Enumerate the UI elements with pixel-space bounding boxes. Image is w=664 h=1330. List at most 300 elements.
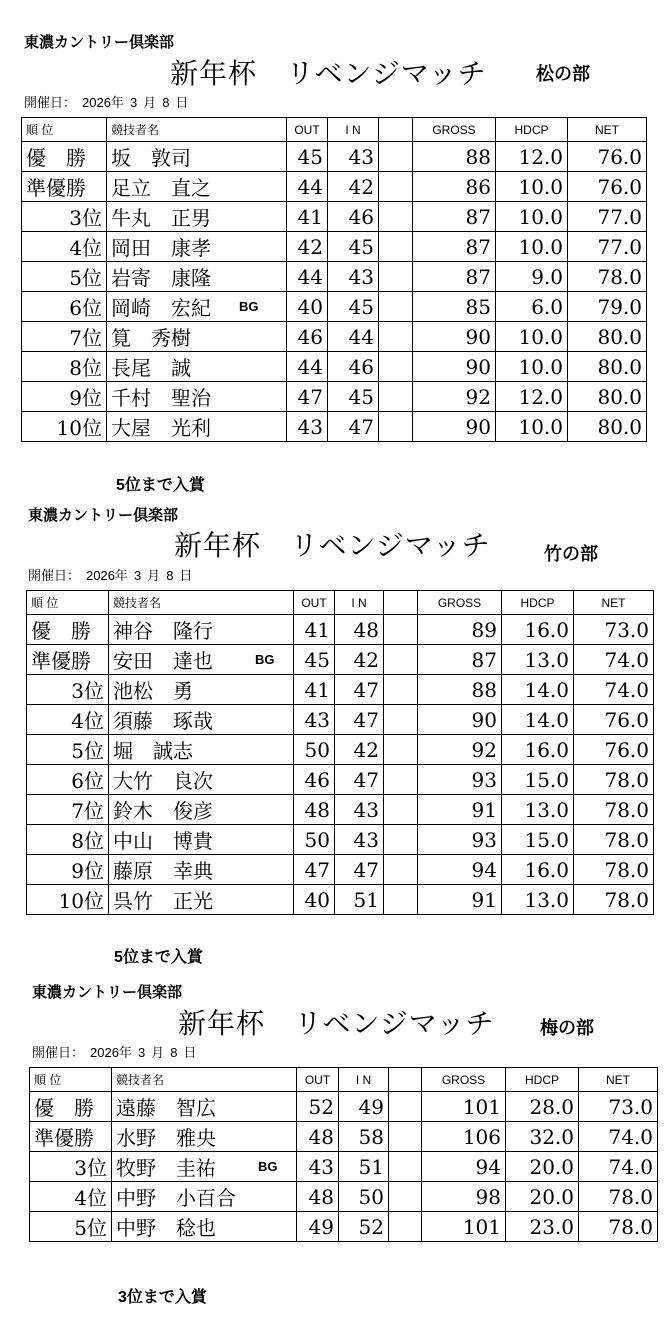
- name-cell: [107, 262, 287, 292]
- name-cell: [109, 765, 294, 795]
- header-in: I N: [328, 118, 379, 142]
- hdcp-cell: 16.0: [502, 735, 574, 765]
- gross-cell: 91: [418, 885, 502, 915]
- rank-cell: 準優勝: [30, 1122, 112, 1152]
- blank-cell: [379, 202, 413, 232]
- header-gross: GROSS: [413, 118, 496, 142]
- in-cell: 43: [335, 825, 384, 855]
- name-cell: [109, 795, 294, 825]
- net-cell: 78.0: [574, 765, 654, 795]
- header-hdcp: HDCP: [496, 118, 568, 142]
- gross-cell: 90: [413, 322, 496, 352]
- in-cell: 45: [328, 382, 379, 412]
- hdcp-cell: 10.0: [496, 202, 568, 232]
- hdcp-cell: 16.0: [502, 615, 574, 645]
- header-net: NET: [574, 591, 654, 615]
- table-row: [22, 172, 647, 202]
- competitor-name: 神谷 隆行: [113, 619, 213, 643]
- gross-cell: 89: [418, 615, 502, 645]
- hdcp-cell: 28.0: [506, 1092, 579, 1122]
- rank-cell: 6位: [27, 765, 109, 795]
- out-cell: 50: [294, 735, 335, 765]
- header-net: NET: [568, 118, 647, 142]
- net-cell: 78.0: [579, 1182, 658, 1212]
- gross-cell: 86: [413, 172, 496, 202]
- date-part: 月: [147, 568, 161, 583]
- competitor-name: 足立 直之: [111, 176, 211, 200]
- rank-cell: 優 勝: [27, 615, 109, 645]
- net-cell: 76.0: [574, 705, 654, 735]
- competitor-name: 呉竹 正光: [113, 889, 213, 913]
- competitor-name: 堀 誠志: [113, 739, 193, 763]
- rank-cell: 8位: [27, 825, 109, 855]
- table-row: [27, 855, 654, 885]
- net-cell: 74.0: [574, 645, 654, 675]
- out-cell: 49: [297, 1212, 339, 1242]
- gross-cell: 88: [413, 142, 496, 172]
- in-cell: 45: [328, 232, 379, 262]
- blank-cell: [384, 795, 418, 825]
- rank-cell: 9位: [27, 855, 109, 885]
- header-in: I N: [335, 591, 384, 615]
- out-cell: 41: [294, 675, 335, 705]
- rank-cell: 準優勝: [22, 172, 107, 202]
- rank-cell: 優 勝: [22, 142, 107, 172]
- net-cell: 74.0: [579, 1152, 658, 1182]
- hdcp-cell: 32.0: [506, 1122, 579, 1152]
- competitor-name: 藤原 幸典: [113, 859, 213, 883]
- blank-cell: [384, 885, 418, 915]
- rank-cell: 優 勝: [30, 1092, 112, 1122]
- net-cell: 78.0: [574, 795, 654, 825]
- name-cell: [112, 1182, 297, 1212]
- blank-cell: [379, 292, 413, 322]
- in-cell: 42: [335, 735, 384, 765]
- event-title: 新年杯 リベンジマッチ: [178, 1007, 495, 1040]
- table-row: [22, 142, 647, 172]
- gross-cell: 94: [422, 1152, 506, 1182]
- table-row: [22, 232, 647, 262]
- net-cell: 73.0: [574, 615, 654, 645]
- in-cell: 42: [335, 645, 384, 675]
- in-cell: 45: [328, 292, 379, 322]
- table-row: [27, 765, 654, 795]
- name-cell: [109, 615, 294, 645]
- net-cell: 80.0: [568, 382, 647, 412]
- in-cell: 47: [335, 705, 384, 735]
- header-out: OUT: [294, 591, 335, 615]
- name-cell: [107, 352, 287, 382]
- name-cell: [112, 1122, 297, 1152]
- date-part: 月: [143, 95, 157, 110]
- blank-cell: [384, 705, 418, 735]
- date-label: 開催日：: [32, 1045, 85, 1060]
- in-cell: 44: [328, 322, 379, 352]
- date-part: 2026年: [90, 1045, 132, 1060]
- rank-cell: 8位: [22, 352, 107, 382]
- net-cell: 76.0: [574, 735, 654, 765]
- table-row: [30, 1122, 658, 1152]
- rank-cell: 3位: [27, 675, 109, 705]
- hdcp-cell: 13.0: [502, 885, 574, 915]
- name-cell: [112, 1212, 297, 1242]
- name-cell: [112, 1092, 297, 1122]
- division-name: 松の部: [536, 64, 590, 84]
- hdcp-cell: 15.0: [502, 825, 574, 855]
- hdcp-cell: 12.0: [496, 142, 568, 172]
- net-cell: 80.0: [568, 352, 647, 382]
- date-part: 日: [175, 95, 189, 110]
- hdcp-cell: 14.0: [502, 705, 574, 735]
- competitor-name: 鈴木 俊彦: [113, 799, 213, 823]
- blank-cell: [379, 412, 413, 442]
- out-cell: 48: [297, 1182, 339, 1212]
- net-cell: 77.0: [568, 232, 647, 262]
- date-part: 3: [133, 568, 142, 583]
- name-cell: [109, 645, 294, 675]
- table-row: [22, 262, 647, 292]
- rank-cell: 3位: [22, 202, 107, 232]
- out-cell: 40: [294, 885, 335, 915]
- blank-cell: [389, 1152, 422, 1182]
- out-cell: 48: [294, 795, 335, 825]
- hdcp-cell: 23.0: [506, 1212, 579, 1242]
- hdcp-cell: 20.0: [506, 1152, 579, 1182]
- blank-cell: [389, 1182, 422, 1212]
- gross-cell: 87: [413, 232, 496, 262]
- name-cell: [109, 735, 294, 765]
- hdcp-cell: 10.0: [496, 232, 568, 262]
- gross-cell: 90: [413, 352, 496, 382]
- blank-cell: [379, 232, 413, 262]
- table-row: [30, 1092, 658, 1122]
- header-row: [30, 1068, 658, 1092]
- out-cell: 45: [294, 645, 335, 675]
- club-name: 東濃カントリー倶楽部: [28, 507, 179, 524]
- competitor-name: 水野 雅央: [116, 1126, 216, 1150]
- gross-cell: 101: [422, 1212, 506, 1242]
- header-in: I N: [339, 1068, 389, 1092]
- date-part: 日: [183, 1045, 197, 1060]
- table-row: [27, 735, 654, 765]
- competitor-name: 中山 博貴: [113, 829, 213, 853]
- rank-cell: 5位: [27, 735, 109, 765]
- gross-cell: 87: [413, 202, 496, 232]
- hdcp-cell: 13.0: [502, 645, 574, 675]
- in-cell: 51: [335, 885, 384, 915]
- out-cell: 45: [287, 142, 328, 172]
- event-title: 新年杯 リベンジマッチ: [170, 57, 487, 90]
- net-cell: 78.0: [579, 1212, 658, 1242]
- header-row: [27, 591, 654, 615]
- header-gross: GROSS: [418, 591, 502, 615]
- bg-badge: BG: [258, 1159, 278, 1174]
- table-row: [27, 705, 654, 735]
- blank-cell: [384, 765, 418, 795]
- in-cell: 58: [339, 1122, 389, 1152]
- gross-cell: 85: [413, 292, 496, 322]
- out-cell: 44: [287, 262, 328, 292]
- prize-note: 5位まで入賞: [114, 949, 203, 966]
- gross-cell: 106: [422, 1122, 506, 1152]
- blank-cell: [379, 352, 413, 382]
- hdcp-cell: 12.0: [496, 382, 568, 412]
- net-cell: 76.0: [568, 142, 647, 172]
- net-cell: 78.0: [574, 885, 654, 915]
- name-cell: [109, 885, 294, 915]
- name-cell: [107, 172, 287, 202]
- competitor-name: 岩寄 康隆: [111, 266, 211, 290]
- header-blank: [389, 1068, 422, 1092]
- rank-cell: 5位: [30, 1212, 112, 1242]
- date-part: 8: [162, 95, 170, 110]
- hdcp-cell: 10.0: [496, 322, 568, 352]
- name-cell: [109, 675, 294, 705]
- gross-cell: 94: [418, 855, 502, 885]
- header-rank: 順 位: [27, 591, 109, 615]
- out-cell: 47: [294, 855, 335, 885]
- table-row: [30, 1212, 658, 1242]
- blank-cell: [379, 142, 413, 172]
- name-cell: [109, 825, 294, 855]
- competitor-name: 須藤 琢哉: [113, 709, 213, 733]
- date-part: 8: [170, 1045, 178, 1060]
- prize-note: 3位まで入賞: [118, 1289, 207, 1306]
- division-name: 梅の部: [540, 1018, 594, 1038]
- rank-cell: 4位: [30, 1182, 112, 1212]
- event-title: 新年杯 リベンジマッチ: [174, 529, 491, 562]
- blank-cell: [379, 262, 413, 292]
- hdcp-cell: 6.0: [496, 292, 568, 322]
- date-part: 日: [179, 568, 193, 583]
- division-name: 竹の部: [544, 544, 598, 564]
- rank-cell: 3位: [30, 1152, 112, 1182]
- blank-cell: [379, 322, 413, 352]
- competitor-name: 遠藤 智広: [116, 1096, 216, 1120]
- date-label: 開催日：: [28, 568, 81, 583]
- header-blank: [384, 591, 418, 615]
- net-cell: 76.0: [568, 172, 647, 202]
- gross-cell: 87: [413, 262, 496, 292]
- table-row: [22, 382, 647, 412]
- gross-cell: 87: [418, 645, 502, 675]
- club-name: 東濃カントリー倶楽部: [24, 34, 175, 51]
- header-name: 競技者名: [109, 591, 294, 615]
- name-cell: [107, 202, 287, 232]
- table-row: [22, 292, 647, 322]
- net-cell: 79.0: [568, 292, 647, 322]
- blank-cell: [389, 1122, 422, 1152]
- table-row: [27, 795, 654, 825]
- hdcp-cell: 10.0: [496, 172, 568, 202]
- out-cell: 47: [287, 382, 328, 412]
- blank-cell: [379, 172, 413, 202]
- net-cell: 74.0: [579, 1122, 658, 1152]
- name-cell: [109, 705, 294, 735]
- event-date: [32, 1042, 202, 1061]
- out-cell: 41: [287, 202, 328, 232]
- in-cell: 47: [335, 855, 384, 885]
- date-part: 8: [166, 568, 174, 583]
- competitor-name: 牛丸 正男: [111, 206, 211, 230]
- competitor-name: 大屋 光利: [111, 416, 211, 440]
- gross-cell: 91: [418, 795, 502, 825]
- gross-cell: 93: [418, 825, 502, 855]
- date-part: 3: [129, 95, 138, 110]
- blank-cell: [379, 382, 413, 412]
- header-hdcp: HDCP: [502, 591, 574, 615]
- gross-cell: 90: [418, 705, 502, 735]
- table-row: [22, 352, 647, 382]
- blank-cell: [384, 615, 418, 645]
- competitor-name: 池松 勇: [113, 679, 193, 703]
- table-row: [30, 1182, 658, 1212]
- hdcp-cell: 16.0: [502, 855, 574, 885]
- header-out: OUT: [287, 118, 328, 142]
- bg-badge: BG: [239, 299, 259, 314]
- header-hdcp: HDCP: [506, 1068, 579, 1092]
- table-row: [22, 202, 647, 232]
- header-rank: 順 位: [22, 118, 107, 142]
- table-row: [27, 615, 654, 645]
- net-cell: 74.0: [574, 675, 654, 705]
- rank-cell: 6位: [22, 292, 107, 322]
- in-cell: 46: [328, 202, 379, 232]
- table-row: [30, 1152, 658, 1182]
- name-cell: [107, 322, 287, 352]
- header-name: 競技者名: [112, 1068, 297, 1092]
- header-rank: 順 位: [30, 1068, 112, 1092]
- hdcp-cell: 14.0: [502, 675, 574, 705]
- out-cell: 50: [294, 825, 335, 855]
- blank-cell: [384, 735, 418, 765]
- out-cell: 43: [287, 412, 328, 442]
- gross-cell: 90: [413, 412, 496, 442]
- prize-note: 5位まで入賞: [116, 477, 205, 494]
- net-cell: 73.0: [579, 1092, 658, 1122]
- in-cell: 48: [335, 615, 384, 645]
- table-row: [27, 825, 654, 855]
- table-row: [27, 645, 654, 675]
- competitor-name: 安田 達也: [113, 649, 213, 673]
- out-cell: 52: [297, 1092, 339, 1122]
- header-net: NET: [579, 1068, 658, 1092]
- hdcp-cell: 10.0: [496, 412, 568, 442]
- gross-cell: 88: [418, 675, 502, 705]
- blank-cell: [384, 855, 418, 885]
- blank-cell: [384, 675, 418, 705]
- date-part: 3: [137, 1045, 146, 1060]
- rank-cell: 準優勝: [27, 645, 109, 675]
- bg-badge: BG: [255, 652, 275, 667]
- in-cell: 51: [339, 1152, 389, 1182]
- in-cell: 47: [328, 412, 379, 442]
- gross-cell: 101: [422, 1092, 506, 1122]
- competitor-name: 千村 聖治: [111, 386, 211, 410]
- competitor-name: 牧野 圭祐: [116, 1156, 216, 1180]
- name-cell: [107, 142, 287, 172]
- out-cell: 44: [287, 172, 328, 202]
- competitor-name: 大竹 良次: [113, 769, 213, 793]
- rank-cell: 7位: [27, 795, 109, 825]
- in-cell: 47: [335, 675, 384, 705]
- in-cell: 43: [328, 142, 379, 172]
- name-cell: [107, 412, 287, 442]
- header-name: 競技者名: [107, 118, 287, 142]
- out-cell: 46: [287, 322, 328, 352]
- gross-cell: 92: [413, 382, 496, 412]
- in-cell: 42: [328, 172, 379, 202]
- header-gross: GROSS: [422, 1068, 506, 1092]
- competitor-name: 長尾 誠: [111, 356, 191, 380]
- out-cell: 44: [287, 352, 328, 382]
- event-date: [28, 565, 198, 584]
- rank-cell: 9位: [22, 382, 107, 412]
- table-row: [22, 412, 647, 442]
- hdcp-cell: 13.0: [502, 795, 574, 825]
- rank-cell: 4位: [22, 232, 107, 262]
- name-cell: [107, 292, 287, 322]
- net-cell: 78.0: [574, 855, 654, 885]
- hdcp-cell: 15.0: [502, 765, 574, 795]
- results-table: [26, 590, 654, 915]
- net-cell: 78.0: [568, 262, 647, 292]
- out-cell: 46: [294, 765, 335, 795]
- hdcp-cell: 20.0: [506, 1182, 579, 1212]
- gross-cell: 93: [418, 765, 502, 795]
- net-cell: 80.0: [568, 412, 647, 442]
- out-cell: 48: [297, 1122, 339, 1152]
- out-cell: 43: [297, 1152, 339, 1182]
- blank-cell: [389, 1092, 422, 1122]
- in-cell: 43: [335, 795, 384, 825]
- rank-cell: 10位: [27, 885, 109, 915]
- club-name: 東濃カントリー倶楽部: [32, 984, 183, 1001]
- hdcp-cell: 9.0: [496, 262, 568, 292]
- date-part: 2026年: [86, 568, 128, 583]
- net-cell: 78.0: [574, 825, 654, 855]
- rank-cell: 10位: [22, 412, 107, 442]
- net-cell: 80.0: [568, 322, 647, 352]
- net-cell: 77.0: [568, 202, 647, 232]
- rank-cell: 5位: [22, 262, 107, 292]
- out-cell: 40: [287, 292, 328, 322]
- out-cell: 43: [294, 705, 335, 735]
- competitor-name: 坂 敦司: [111, 146, 191, 170]
- competitor-name: 中野 小百合: [116, 1186, 236, 1210]
- blank-cell: [384, 645, 418, 675]
- gross-cell: 98: [422, 1182, 506, 1212]
- event-date: [24, 92, 194, 111]
- out-cell: 41: [294, 615, 335, 645]
- name-cell: [107, 232, 287, 262]
- competitor-name: 岡崎 宏紀: [111, 296, 211, 320]
- blank-cell: [389, 1212, 422, 1242]
- results-table: [29, 1067, 658, 1242]
- rank-cell: 4位: [27, 705, 109, 735]
- in-cell: 52: [339, 1212, 389, 1242]
- table-row: [27, 885, 654, 915]
- table-row: [22, 322, 647, 352]
- blank-cell: [384, 825, 418, 855]
- in-cell: 43: [328, 262, 379, 292]
- competitor-name: 岡田 康孝: [111, 236, 211, 260]
- header-row: [22, 118, 647, 142]
- name-cell: [107, 382, 287, 412]
- header-out: OUT: [297, 1068, 339, 1092]
- gross-cell: 92: [418, 735, 502, 765]
- in-cell: 47: [335, 765, 384, 795]
